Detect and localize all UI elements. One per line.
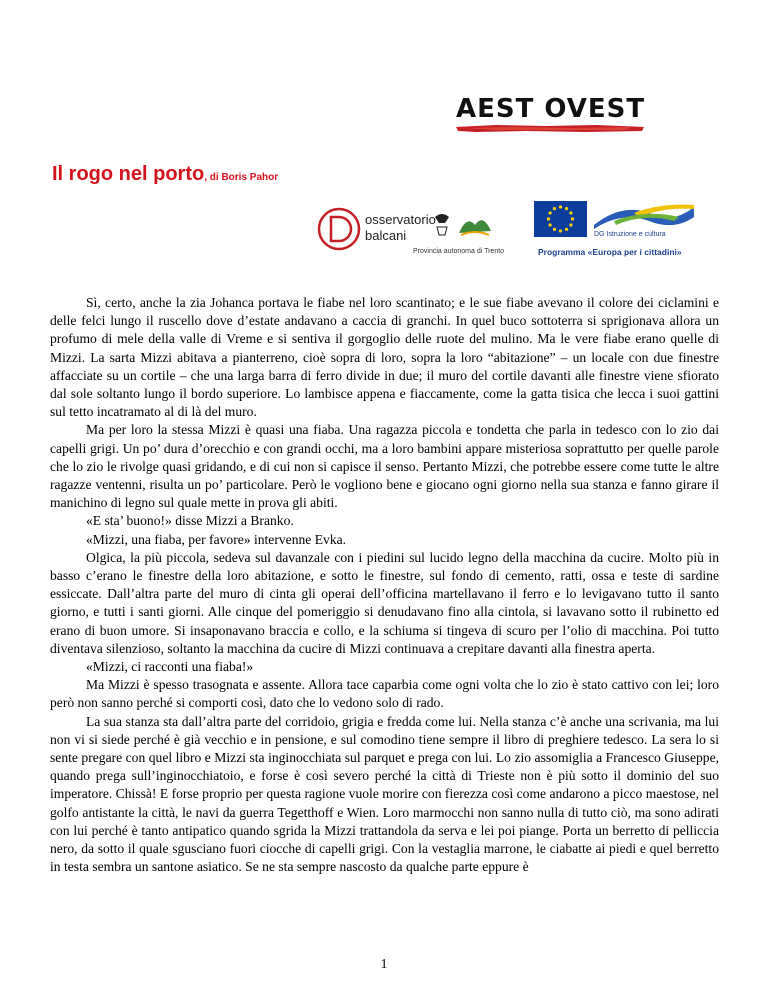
logo-brush-bar-icon <box>456 124 644 133</box>
eu-dg-label: DG Istruzione e cultura <box>594 231 666 238</box>
page-number: 1 <box>380 956 388 971</box>
document-title <box>52 163 278 186</box>
eu-wave-icon <box>594 203 694 229</box>
observatory-name-line1: osservatorio <box>365 212 436 227</box>
observatory-name-line2: balcani <box>365 228 407 243</box>
sponsor-logos <box>317 201 697 263</box>
observatory-balcani-logo <box>317 201 517 263</box>
paragraph: La sua stanza sta dall’altra parte del corridoio, grigia e fredda come lui. Nella stanza c’è anche una scrivania, ma lui non vi si siede perché è già vecchio e in pensione, e sul comodino tiene sempre il libro di preghiere tedesco. La sera lo si sente pregare con quel libro e Mizzi sta inginocchiata sul parquet e prega con lui. Lo zio assomiglia a Francesco Giuseppe, quando prega sull’inginocchiatoio, e forse è così severo perché la città di Trieste non è più sotto il dominio del suo imperatore. Chissà! E forse proprio per questa ragione vuole morire con fierezza così come andarono a picco maestose, nel golfo antistante la città, le navi da guerra Tegetthoff e Wien. Loro marmocchi non sanno nulla di tutto ciò, ma sono adirati con lui perché è tanto antipatico quando sgrida la Mizzi trattandola da serva e lei poi piange. Porta un berretto di pelliccia nero, da sotto il quale sgusciano fuori ciocche di capelli grigi. Con la vestaglia marrone, le ciabatte ai piedi e quel berretto in testa sembra un santone asiatico. Se ne sta sempre nascosto da qualche parte eppure è <box>50 713 719 875</box>
logo-text: AEST OVEST <box>456 94 646 124</box>
story-body <box>50 294 719 877</box>
paragraph: «E sta’ buono!» disse Mizzi a Branko. <box>86 513 294 529</box>
eu-flag-icon <box>534 201 587 237</box>
trento-emblem-icon <box>431 209 453 239</box>
paragraph: Sì, certo, anche la zia Johanca portava le fiabe nel loro scantinato; e le sue fiabe avevano il colore dei ciclamini e delle felci lungo il ruscello dove d’estate andavano a caccia di granchi. In quel buco sottoterra si sprigionava allora un profumo di mele della valle di Vreme e si sentiva il gorgoglio delle ruote del mulino. Ma le vere fiabe erano quelle di Mizzi. La sarta Mizzi abitava a pianterreno, cioè sopra di loro, sopra la loro “abitazione” – un locale con due finestre affacciate su un cortile – che una larga barra di ferro divide in due; il muro del cortile davanti alle finestre viene sfiorato dal sole soltanto lungo il bordo superiore. Lo lambisce appena e fiaccamente, come la gatta tisica che lecca i suoi gattini sul tetto incatramato al di là del muro. <box>50 295 719 420</box>
lake-logo-icon <box>457 211 493 239</box>
paragraph: «Mizzi, una fiaba, per favore» intervenne Evka. <box>86 531 347 547</box>
observatory-logo-icon <box>317 207 361 251</box>
province-label: Provincia autonoma di Trento <box>413 248 505 255</box>
paragraph: Ma Mizzi è spesso trasognata e assente. Allora tace caparbia come ogni volta che lo zio è stato cattivo con lei; loro però non sanno perché si comporti così, dato che lo vedono solo di rado. <box>50 677 719 711</box>
title-main: Il rogo nel porto <box>52 163 205 185</box>
title-byline: , di Boris Pahor <box>204 172 279 183</box>
eu-programme-label: Programma «Europa per i cittadini» <box>538 247 682 257</box>
eu-programme-logo <box>534 201 699 263</box>
paragraph: Olgica, la più piccola, sedeva sul davanzale con i piedini sul lucido legno della macchina da cucire. Molto più in basso c’erano le finestre della loro abitazione, e sotto le finestre, sul fondo di cemento, ratti, ossa e teste di sardine essiccate. Dall’altra parte del muro di cinta gli operai dell’officina martellavano il ferro e lo levigavano tutto il santo giorno, e tutti i santi giorni. Alle cinque del pomeriggio si denudavano fino alla cintola, si lavavano sotto il rubinetto ed erano di buon umore. Si insaponavano braccia e collo, e la schiuma si tingeva di scuro per l’olio di macchina. Poi tutto diventava silenzioso, soltanto la macchina da cucire di Mizzi continuava a crepitare davanti alla finestra aperta. <box>50 549 719 656</box>
paragraph: «Mizzi, ci racconti una fiaba!» <box>86 659 254 675</box>
paragraph: Ma per loro la stessa Mizzi è quasi una fiaba. Una ragazza piccola e tondetta che parla in tedesco con lo zio dai capelli grigi. Un po’ dura d’orecchio e con grandi occhi, ma a loro bambini appare misteriosa soprattutto per quelle parole che lo zio le rivolge quasi gridando, e di cui non si capisce il senso. Pertanto Mizzi, che potrebbe essere come tutte le altre ragazze ventenni, risulta un po’ particolare. Però le vogliono bene e giocano ogni giorno nella sua stanza e fanno girare il manichino di legno sul quale mette in prova gli abiti. <box>50 422 719 511</box>
aest-ovest-logo <box>456 94 646 138</box>
